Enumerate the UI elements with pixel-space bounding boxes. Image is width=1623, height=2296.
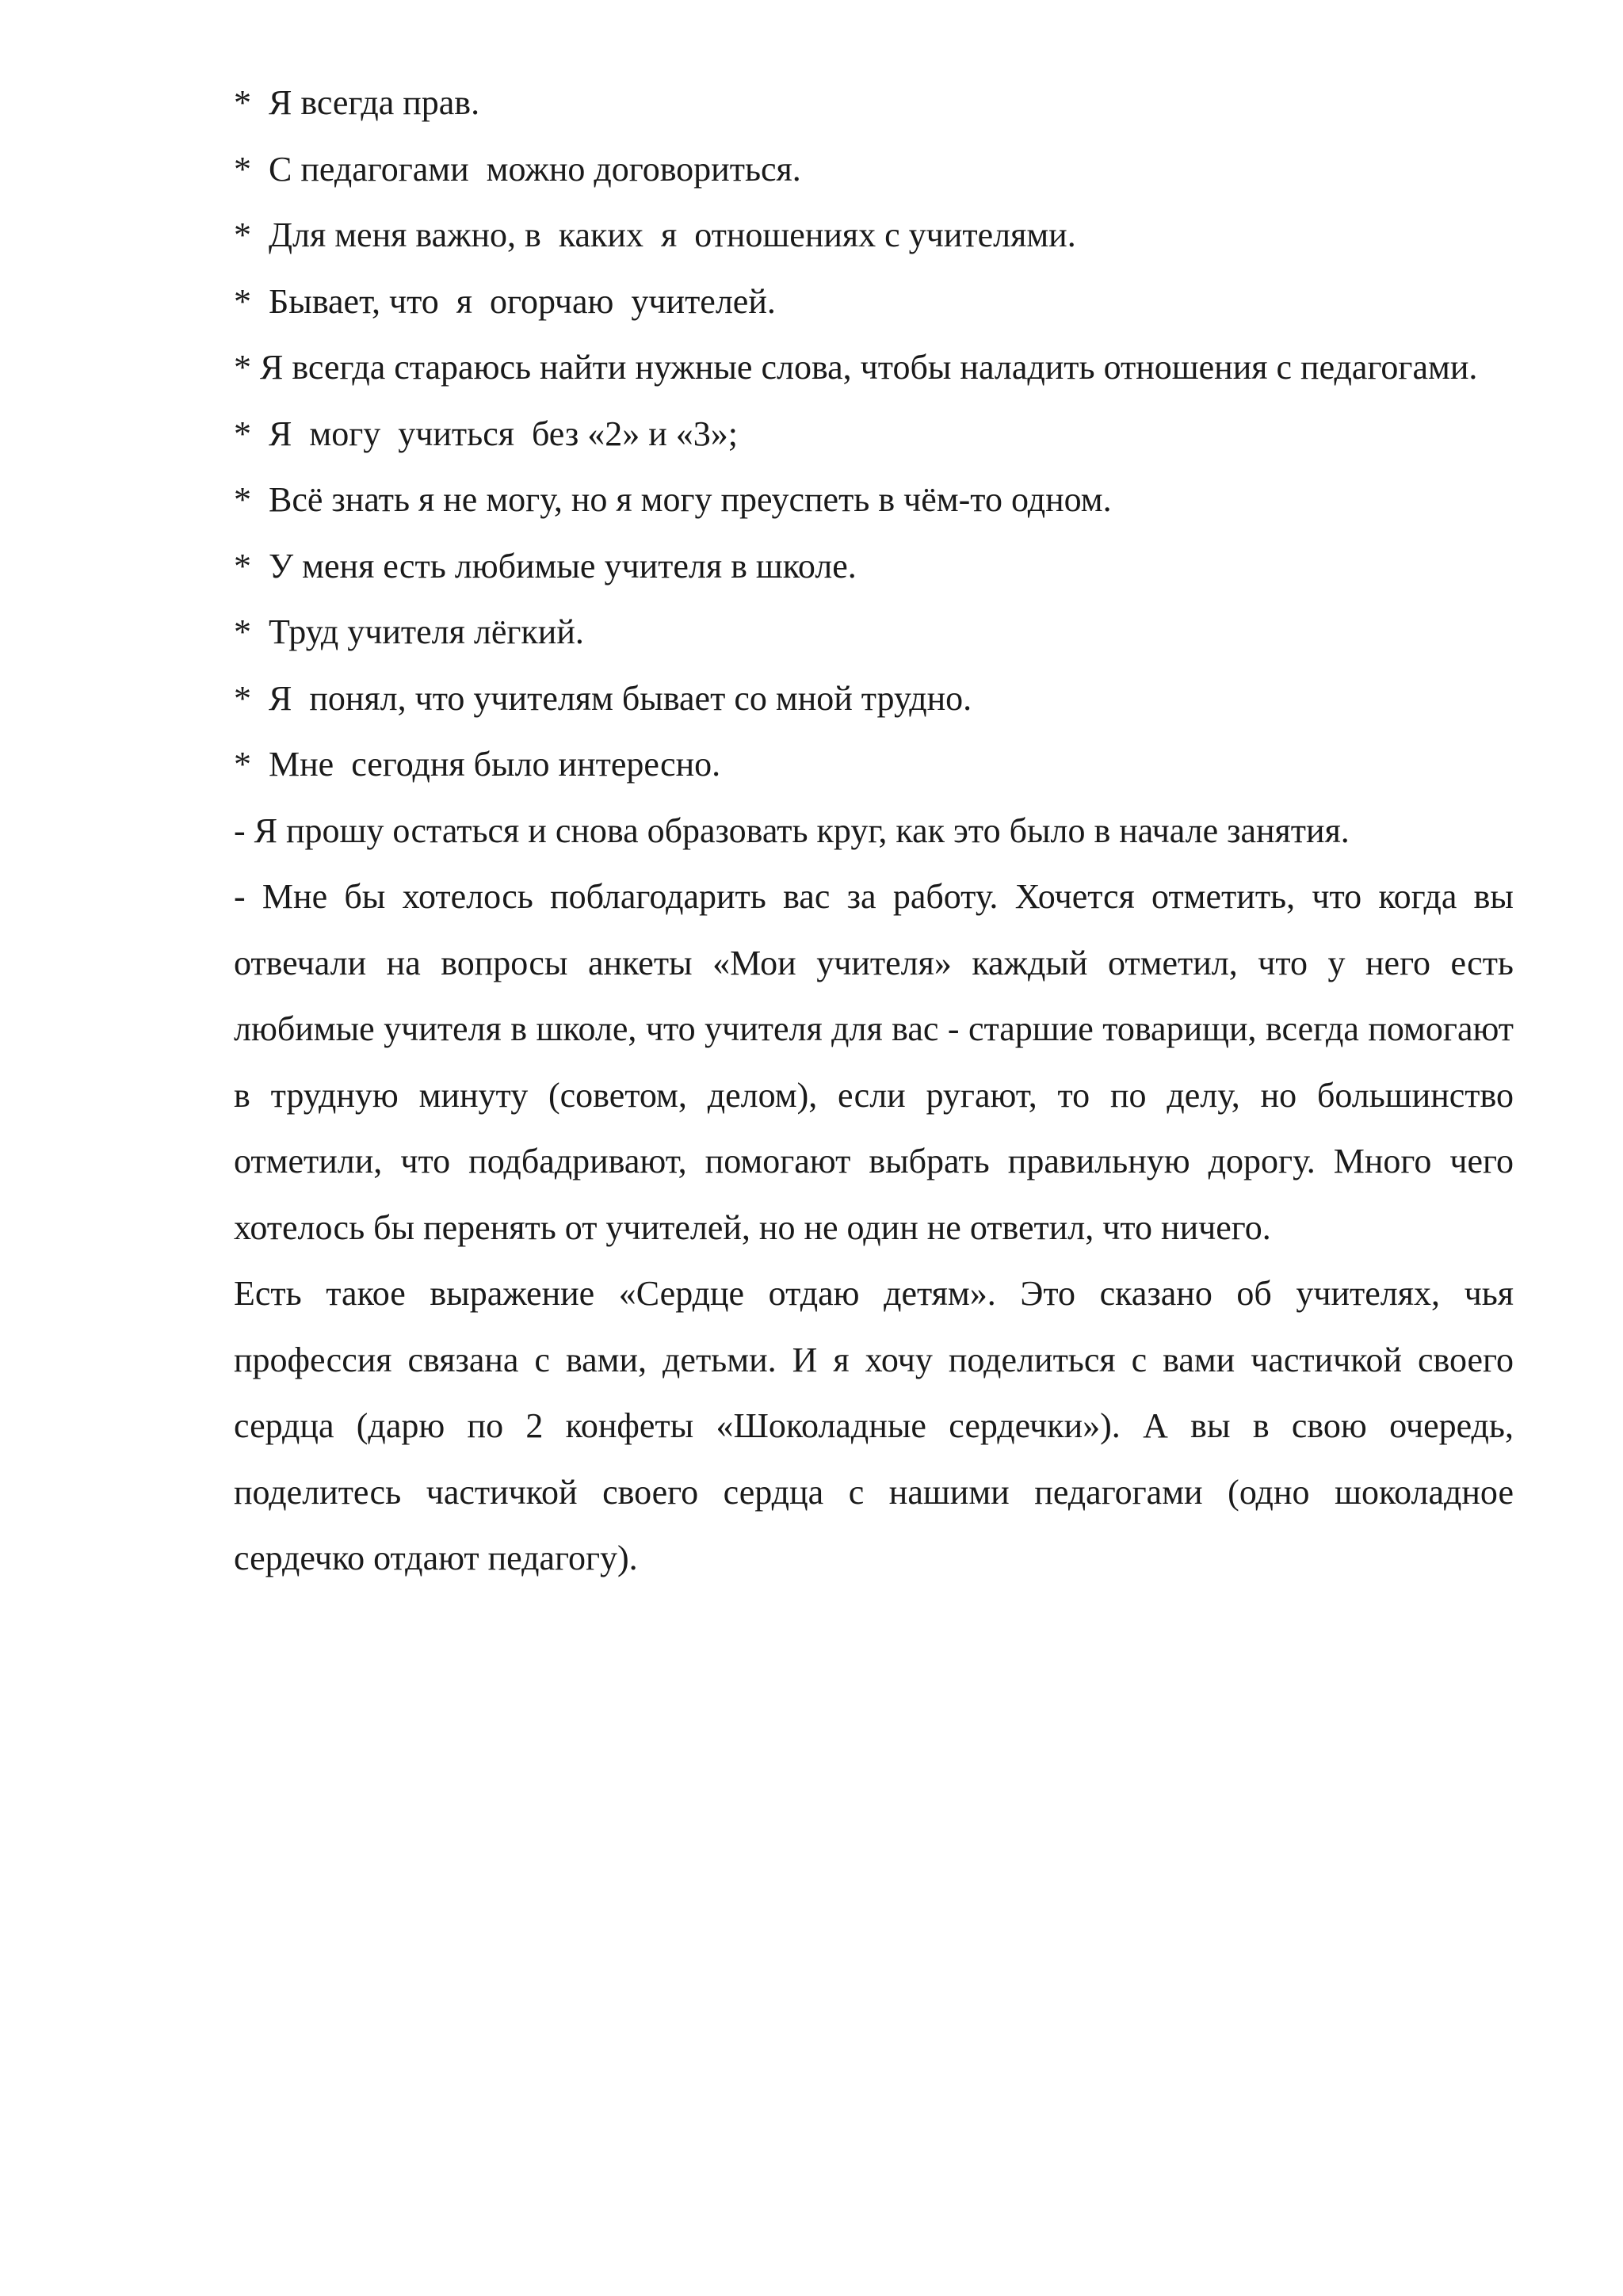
paragraph-thanks: - Мне бы хотелось поблагодарить вас за работу. Хочется отметить, что когда вы отвечали на вопросы анкеты «Мои учителя» каждый отметил, что у него есть любимые учителя в школе, что учителя для вас - старшие товарищи, всегда помогают в трудную минуту (советом, делом), если ругают, то по делу, но большинство отметили, что подбадривают, помогают выбрать правильную дорогу. Много чего хотелось бы перенять от учителей, но не один не ответил, что ничего. — [234, 877, 1514, 1247]
list-item: * Я могу учиться без «2» и «3»; — [234, 414, 739, 453]
paragraph-heart: Есть такое выражение «Сердце отдаю детям». Это сказано об учителях, чья профессия связана с вами, детьми. И я хочу поделиться с вами частичкой своего сердца (дарю по 2 конфеты «Шоколадные сердечки»). А вы в свою очередь, поделитесь частичкой своего сердца с нашими педагогами (одно шоколадное сердечко отдают педагогу). — [234, 1274, 1514, 1577]
list-item: * У меня есть любимые учителя в школе. — [234, 546, 857, 585]
list-item: * Всё знать я не могу, но я могу преуспеть в чём-то одном. — [234, 480, 1112, 519]
list-item: * Я понял, что учителям бывает со мной трудно. — [234, 678, 972, 718]
list-item-long: * Я всегда стараюсь найти нужные слова, чтобы наладить отношения с педагогами. — [234, 348, 1478, 387]
list-item: * Мне сегодня было интересно. — [234, 745, 721, 784]
list-item: * Бывает, что я огорчаю учителей. — [234, 281, 776, 321]
list-item: * Труд учителя лёгкий. — [234, 612, 584, 651]
list-item: * Я всегда прав. — [234, 83, 480, 122]
list-item: * С педагогами можно договориться. — [234, 149, 801, 189]
instruction-line: - Я прошу остаться и снова образовать круг, как это было в начале занятия. — [234, 810, 1350, 850]
document-body — [234, 70, 1514, 1592]
list-item: * Для меня важно, в каких я отношениях с учителями. — [234, 215, 1076, 254]
